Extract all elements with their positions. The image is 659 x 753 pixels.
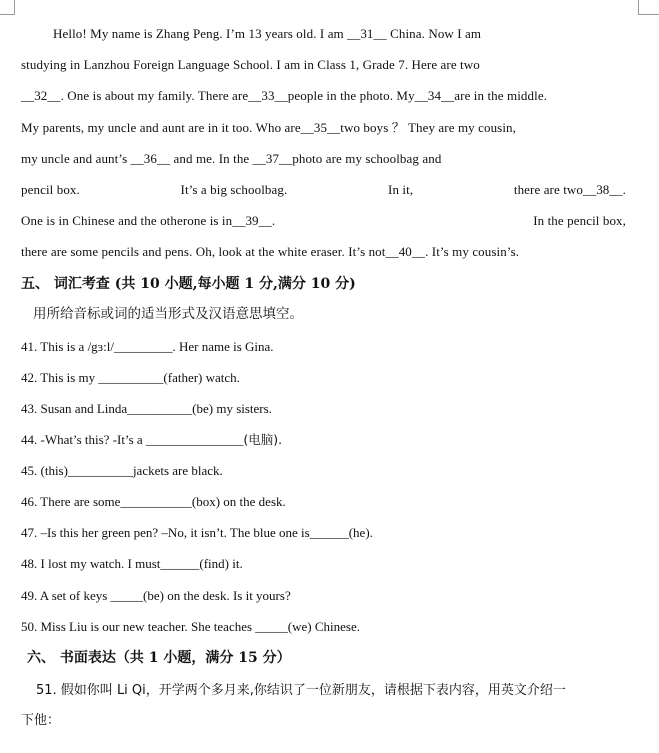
passage-line-8: there are some pencils and pens. Oh, look at the white eraser. It’s not__40__. It’s my cousin’s.	[21, 244, 520, 259]
question-43: 43. Susan and Linda__________(be) my sisters.	[21, 401, 272, 416]
passage-line-5: my uncle and aunt’s __36__ and me. In the __37__photo are my schoolbag and	[21, 151, 442, 166]
passage-line-6	[21, 182, 626, 198]
passage-line-6-part-3: In it,	[388, 182, 414, 197]
question-42: 42. This is my __________(father) watch.	[21, 370, 240, 385]
question-46: 46. There are some___________(box) on the desk.	[21, 494, 286, 509]
question-45: 45. (this)__________jackets are black.	[21, 463, 223, 478]
question-48: 48. I lost my watch. I must______(find) it.	[21, 556, 243, 571]
page-corner-mark-left	[0, 0, 15, 15]
section-5-instruction: 用所给音标或词的适当形式及汉语意思填空。	[33, 306, 303, 322]
section-6-title: 六、 书面表达（共 1 小题，满分 15 分）	[27, 650, 291, 666]
passage-line-7-part-1: One is in Chinese and the otherone is in__39__.	[21, 213, 276, 228]
passage-line-6-part-4: there are two__38__.	[513, 182, 626, 197]
page-corner-mark-right	[638, 0, 659, 15]
passage-line-6-part-1: pencil box.	[21, 182, 80, 197]
passage-line-7-part-2: In the pencil box,	[533, 213, 626, 228]
passage-line-2: studying in Lanzhou Foreign Language School. I am in Class 1, Grade 7. Here are two	[21, 57, 480, 72]
question-41: 41. This is a /gɜ:l/_________. Her name is Gina.	[21, 339, 274, 354]
question-51-line-1: 51. 假如你叫 Li Qi，开学两个多月来,你结识了一位新朋友，请根据下表内容，用英文介绍一	[36, 683, 566, 698]
passage-line-3: __32__. One is about my family. There are__33__people in the photo. My__34__are in the middle.	[21, 88, 548, 103]
question-44-text: 44. -What’s this? -It’s a _______________	[21, 432, 244, 447]
passage-line-4: My parents, my uncle and aunt are in it too. Who are__35__two boys ？ They are my cousin,	[21, 120, 516, 135]
passage-line-6-part-2: It’s a big schoolbag.	[180, 182, 288, 197]
question-47: 47. –Is this her green pen? –No, it isn’t. The blue one is______(he).	[21, 525, 373, 540]
question-51-line-2: 下他：	[21, 713, 61, 728]
section-5-title: 五、 词汇考查 (共 10 小题,每小题 1 分,满分 10 分)	[21, 276, 356, 292]
passage-line-1: Hello! My name is Zhang Peng. I’m 13 years old. I am __31__ China. Now I am	[53, 26, 482, 41]
question-50: 50. Miss Liu is our new teacher. She teaches _____(we) Chinese.	[21, 619, 361, 634]
question-44-hint: (电脑).	[243, 432, 283, 447]
question-49: 49. A set of keys _____(be) on the desk. Is it yours?	[21, 588, 291, 603]
question-44	[21, 432, 282, 448]
passage-line-7	[21, 213, 626, 229]
